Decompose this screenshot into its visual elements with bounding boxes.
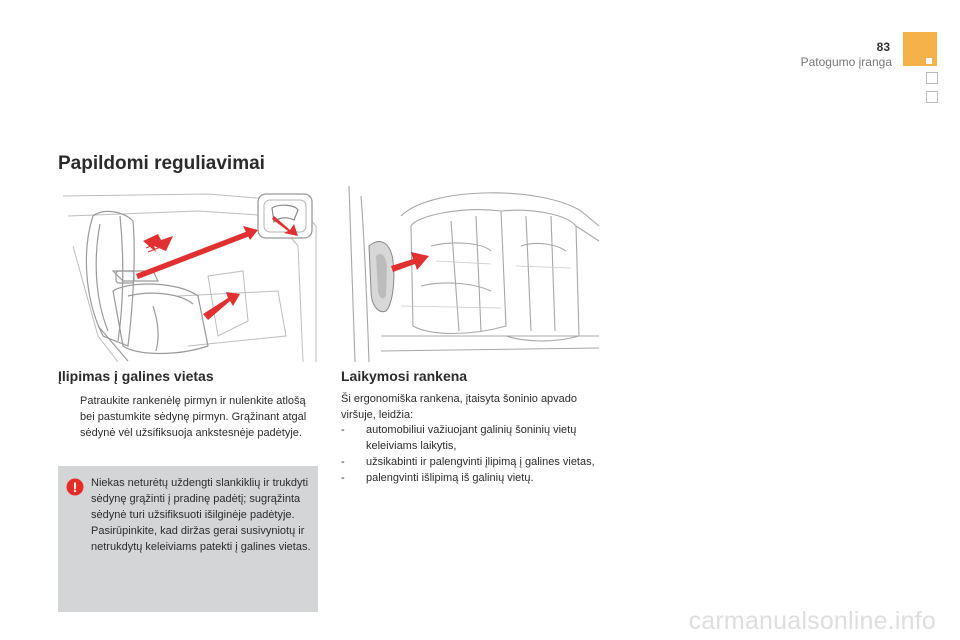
- list-dash: -: [341, 456, 345, 468]
- list-item: [341, 422, 611, 454]
- page-title: Papildomi reguliavimai: [58, 153, 265, 174]
- boarding-section-title: Įlipimas į galines vietas: [58, 368, 214, 384]
- grab-handle-intro: Ši ergonomiška rankena, įtaisyta šoninio apvado viršuje, leidžia:: [341, 393, 578, 421]
- list-item: [341, 454, 611, 470]
- list-item-text: palengvinti išlipimą iš galinių vietų.: [366, 472, 534, 484]
- list-item-text: automobiliui važiuojant galinių šoninių vietų keleiviams laikytis,: [366, 424, 577, 452]
- list-dash: -: [341, 424, 345, 436]
- page-number: 83: [876, 40, 890, 54]
- warning-box: [58, 466, 318, 612]
- list-item-text: užsikabinti ir palengvinti įlipimą į galines vietas,: [366, 456, 595, 468]
- boarding-instruction-text: Patraukite rankenėlę pirmyn ir nulenkite atlošą bei pastumkite sėdynę pirmyn. Grąžinant atgal sėdynė vėl užsifiksuoja ankstesnėje padėtyje.: [80, 395, 307, 439]
- chapter-tab-marker: [926, 58, 932, 64]
- grab-handle-list: [341, 422, 611, 486]
- grab-handle-illustration: [341, 186, 601, 362]
- seat-illustration: [58, 186, 318, 362]
- watermark: carmanualsonline.info: [688, 607, 936, 635]
- boarding-instruction: [58, 393, 318, 441]
- bullet-icon: [58, 393, 80, 441]
- warning-text: Niekas neturėtų uždengti slankiklių ir trukdyti sėdynę grąžinti į pradinę padėtį; sugrąžinta sėdynė turi užsifiksuoti išilginėje padėtyje. Pasirūpinkite, kad diržas gerai susivyniotų ir netrukdytų keleiviams patekti į galines vietas.: [91, 477, 311, 553]
- list-item: [341, 470, 611, 486]
- chapter-tab-box: [926, 91, 938, 103]
- warning-icon-glyph: !: [72, 479, 78, 495]
- warning-icon: [66, 478, 84, 496]
- chapter-tab-box: [926, 72, 938, 84]
- grab-handle-section-title: Laikymosi rankena: [341, 368, 468, 384]
- list-dash: -: [341, 472, 345, 484]
- chapter-title: Patogumo įranga: [800, 55, 892, 69]
